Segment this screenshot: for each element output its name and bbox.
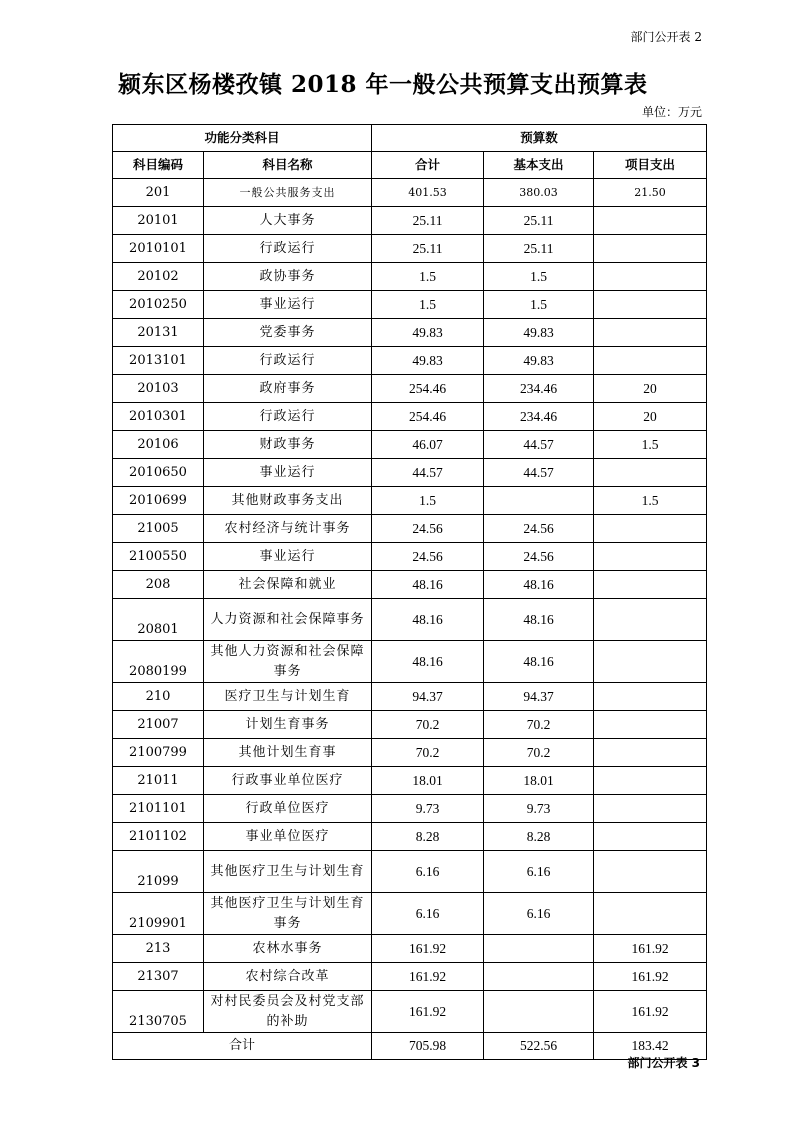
row-basic: 1.5 xyxy=(484,263,594,291)
table-row xyxy=(113,599,707,641)
row-total: 48.16 xyxy=(372,641,484,683)
row-project xyxy=(594,767,707,795)
row-project xyxy=(594,599,707,641)
table-row xyxy=(113,571,707,599)
row-basic: 234.46 xyxy=(484,403,594,431)
group-header-func-class: 功能分类科目 xyxy=(113,125,372,152)
row-name: 行政运行 xyxy=(204,347,372,375)
row-code: 2010250 xyxy=(113,291,204,319)
row-code: 2010301 xyxy=(113,403,204,431)
table-row xyxy=(113,459,707,487)
row-code: 2010101 xyxy=(113,235,204,263)
row-basic: 8.28 xyxy=(484,823,594,851)
row-name: 事业运行 xyxy=(204,291,372,319)
row-basic: 1.5 xyxy=(484,291,594,319)
row-basic: 18.01 xyxy=(484,767,594,795)
row-code: 21307 xyxy=(113,963,204,991)
row-name: 行政运行 xyxy=(204,403,372,431)
row-project xyxy=(594,319,707,347)
row-project xyxy=(594,739,707,767)
page-title: 颍东区杨楼孜镇 2018 年一般公共预算支出预算表 xyxy=(118,71,648,98)
row-code: 2100550 xyxy=(113,543,204,571)
totals-label: 合计 xyxy=(113,1033,372,1060)
row-total: 94.37 xyxy=(372,683,484,711)
row-total: 6.16 xyxy=(372,893,484,935)
row-basic: 49.83 xyxy=(484,319,594,347)
group-header-budget: 预算数 xyxy=(372,125,707,152)
row-total: 161.92 xyxy=(372,963,484,991)
row-total: 46.07 xyxy=(372,431,484,459)
row-name: 行政事业单位医疗 xyxy=(204,767,372,795)
table-row xyxy=(113,683,707,711)
table-row xyxy=(113,739,707,767)
footer-note: 部门公开表 3 xyxy=(627,1056,700,1070)
totals-basic: 522.56 xyxy=(484,1033,594,1060)
table-row xyxy=(113,375,707,403)
row-project xyxy=(594,235,707,263)
row-code: 20131 xyxy=(113,319,204,347)
row-project: 161.92 xyxy=(594,963,707,991)
row-project: 1.5 xyxy=(594,487,707,515)
row-code: 208 xyxy=(113,571,204,599)
row-basic xyxy=(484,487,594,515)
table-row xyxy=(113,291,707,319)
row-project: 161.92 xyxy=(594,991,707,1033)
row-name: 对村民委员会及村党支部的补助 xyxy=(204,991,372,1033)
row-total: 49.83 xyxy=(372,319,484,347)
row-total: 18.01 xyxy=(372,767,484,795)
unit-label: 单位：万元 xyxy=(641,105,702,119)
row-basic: 6.16 xyxy=(484,851,594,893)
row-basic: 24.56 xyxy=(484,515,594,543)
col-header-code: 科目编码 xyxy=(113,152,204,179)
row-code: 2100799 xyxy=(113,739,204,767)
row-total: 48.16 xyxy=(372,571,484,599)
row-name: 其他计划生育事 xyxy=(204,739,372,767)
row-name: 其他财政事务支出 xyxy=(204,487,372,515)
row-basic: 380.03 xyxy=(484,179,594,207)
row-project: 20 xyxy=(594,403,707,431)
row-project xyxy=(594,207,707,235)
row-code: 2010699 xyxy=(113,487,204,515)
row-name: 计划生育事务 xyxy=(204,711,372,739)
row-name: 其他人力资源和社会保障事务 xyxy=(204,641,372,683)
row-name: 政协事务 xyxy=(204,263,372,291)
row-name: 事业单位医疗 xyxy=(204,823,372,851)
row-total: 1.5 xyxy=(372,487,484,515)
row-total: 24.56 xyxy=(372,543,484,571)
row-code: 2101102 xyxy=(113,823,204,851)
row-name: 农村综合改革 xyxy=(204,963,372,991)
row-total: 25.11 xyxy=(372,207,484,235)
row-code: 210 xyxy=(113,683,204,711)
row-project xyxy=(594,347,707,375)
table-row xyxy=(113,347,707,375)
row-project xyxy=(594,459,707,487)
row-total: 9.73 xyxy=(372,795,484,823)
row-code: 2109901 xyxy=(113,893,204,935)
row-code: 20101 xyxy=(113,207,204,235)
table-row xyxy=(113,767,707,795)
totals-project: 183.42 xyxy=(594,1033,707,1060)
row-basic: 234.46 xyxy=(484,375,594,403)
row-code: 201 xyxy=(113,179,204,207)
row-project xyxy=(594,543,707,571)
row-total: 8.28 xyxy=(372,823,484,851)
row-total: 1.5 xyxy=(372,291,484,319)
row-basic: 24.56 xyxy=(484,543,594,571)
row-project xyxy=(594,893,707,935)
row-total: 254.46 xyxy=(372,375,484,403)
col-header-total: 合计 xyxy=(372,152,484,179)
row-project xyxy=(594,571,707,599)
table-row xyxy=(113,403,707,431)
col-header-basic: 基本支出 xyxy=(484,152,594,179)
row-code: 20801 xyxy=(113,599,204,641)
row-basic xyxy=(484,963,594,991)
row-basic: 25.11 xyxy=(484,235,594,263)
row-total: 48.16 xyxy=(372,599,484,641)
row-total: 254.46 xyxy=(372,403,484,431)
table-row xyxy=(113,543,707,571)
row-basic: 48.16 xyxy=(484,599,594,641)
row-basic xyxy=(484,991,594,1033)
table-row xyxy=(113,235,707,263)
table-row xyxy=(113,935,707,963)
row-project xyxy=(594,851,707,893)
totals-row xyxy=(113,1033,707,1060)
row-code: 20103 xyxy=(113,375,204,403)
row-name: 医疗卫生与计划生育 xyxy=(204,683,372,711)
row-code: 2013101 xyxy=(113,347,204,375)
row-project: 21.50 xyxy=(594,179,707,207)
row-name: 农林水事务 xyxy=(204,935,372,963)
row-project xyxy=(594,515,707,543)
row-name: 事业运行 xyxy=(204,459,372,487)
row-name: 农村经济与统计事务 xyxy=(204,515,372,543)
row-total: 1.5 xyxy=(372,263,484,291)
row-basic: 48.16 xyxy=(484,641,594,683)
row-name: 事业运行 xyxy=(204,543,372,571)
row-name: 其他医疗卫生与计划生育 xyxy=(204,851,372,893)
row-name: 一般公共服务支出 xyxy=(204,179,372,207)
table-row xyxy=(113,795,707,823)
table-row xyxy=(113,711,707,739)
col-header-name: 科目名称 xyxy=(204,152,372,179)
budget-table xyxy=(112,124,707,1060)
row-code: 21011 xyxy=(113,767,204,795)
table-row xyxy=(113,991,707,1033)
row-basic: 94.37 xyxy=(484,683,594,711)
table-row xyxy=(113,641,707,683)
row-name: 社会保障和就业 xyxy=(204,571,372,599)
table-row xyxy=(113,207,707,235)
row-total: 49.83 xyxy=(372,347,484,375)
table-row xyxy=(113,963,707,991)
row-code: 20102 xyxy=(113,263,204,291)
row-name: 其他医疗卫生与计划生育事务 xyxy=(204,893,372,935)
row-basic: 48.16 xyxy=(484,571,594,599)
row-basic: 6.16 xyxy=(484,893,594,935)
row-project xyxy=(594,683,707,711)
row-total: 70.2 xyxy=(372,739,484,767)
row-basic: 49.83 xyxy=(484,347,594,375)
row-code: 2010650 xyxy=(113,459,204,487)
row-basic: 9.73 xyxy=(484,795,594,823)
row-project xyxy=(594,711,707,739)
row-total: 401.53 xyxy=(372,179,484,207)
row-total: 161.92 xyxy=(372,935,484,963)
row-code: 213 xyxy=(113,935,204,963)
header-note: 部门公开表 2 xyxy=(630,30,702,44)
row-basic: 25.11 xyxy=(484,207,594,235)
row-code: 21099 xyxy=(113,851,204,893)
col-header-project: 项目支出 xyxy=(594,152,707,179)
row-code: 21007 xyxy=(113,711,204,739)
row-total: 44.57 xyxy=(372,459,484,487)
table-row xyxy=(113,893,707,935)
row-total: 161.92 xyxy=(372,991,484,1033)
table-row xyxy=(113,851,707,893)
row-total: 6.16 xyxy=(372,851,484,893)
row-code: 2130705 xyxy=(113,991,204,1033)
row-basic xyxy=(484,935,594,963)
row-name: 人大事务 xyxy=(204,207,372,235)
row-project: 161.92 xyxy=(594,935,707,963)
row-project xyxy=(594,823,707,851)
totals-total: 705.98 xyxy=(372,1033,484,1060)
row-name: 行政运行 xyxy=(204,235,372,263)
row-total: 24.56 xyxy=(372,515,484,543)
row-project xyxy=(594,795,707,823)
row-code: 20106 xyxy=(113,431,204,459)
row-project xyxy=(594,263,707,291)
row-basic: 70.2 xyxy=(484,711,594,739)
row-project xyxy=(594,641,707,683)
row-code: 2101101 xyxy=(113,795,204,823)
row-basic: 44.57 xyxy=(484,431,594,459)
row-code: 21005 xyxy=(113,515,204,543)
row-name: 财政事务 xyxy=(204,431,372,459)
table-row xyxy=(113,487,707,515)
row-total: 25.11 xyxy=(372,235,484,263)
table-row xyxy=(113,179,707,207)
row-basic: 44.57 xyxy=(484,459,594,487)
table-row xyxy=(113,823,707,851)
row-project: 1.5 xyxy=(594,431,707,459)
row-code: 2080199 xyxy=(113,641,204,683)
table-row xyxy=(113,319,707,347)
row-total: 70.2 xyxy=(372,711,484,739)
table-row xyxy=(113,263,707,291)
row-basic: 70.2 xyxy=(484,739,594,767)
row-name: 党委事务 xyxy=(204,319,372,347)
row-name: 行政单位医疗 xyxy=(204,795,372,823)
table-row xyxy=(113,515,707,543)
row-name: 政府事务 xyxy=(204,375,372,403)
row-name: 人力资源和社会保障事务 xyxy=(204,599,372,641)
row-project: 20 xyxy=(594,375,707,403)
table-row xyxy=(113,431,707,459)
row-project xyxy=(594,291,707,319)
